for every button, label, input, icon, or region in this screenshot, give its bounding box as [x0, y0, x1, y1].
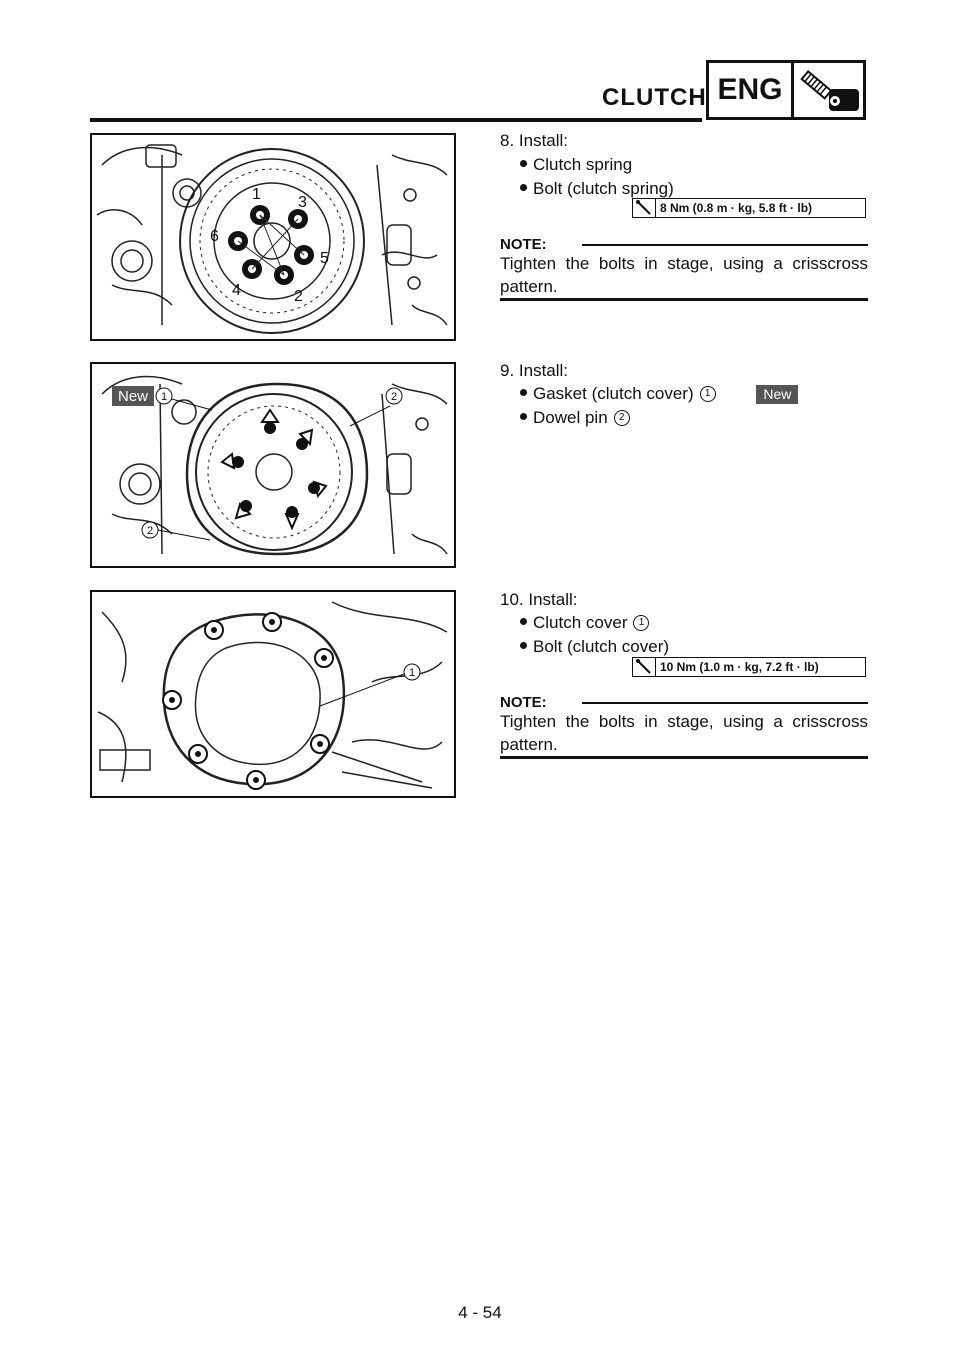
- note-rule-step-10: [582, 702, 868, 704]
- callout-2-bottom: 2: [146, 525, 154, 537]
- bolt-number-3: 3: [298, 194, 307, 211]
- note-rule-step-8: [582, 244, 868, 246]
- torque-spec-clutch-cover: 10 Nm (1.0 m · kg, 7.2 ft · lb): [632, 657, 866, 677]
- torque-wrench-icon: [633, 658, 656, 676]
- note-text-step-8: Tighten the bolts in stage, using a crisscross pattern.: [500, 254, 868, 296]
- page-number: 4 - 54: [458, 1303, 502, 1322]
- torque-spec-clutch-spring: 8 Nm (0.8 m · kg, 5.8 ft · lb): [632, 198, 866, 218]
- note-end-rule-step-10: [500, 756, 868, 759]
- bolt-number-1: 1: [252, 186, 261, 203]
- figure-gasket-dowel: [90, 362, 456, 568]
- bolt-number-2: 2: [294, 288, 303, 305]
- torque-wrench-icon: [633, 199, 656, 217]
- header-rule: [90, 118, 702, 122]
- new-badge-figure: New: [117, 388, 149, 405]
- eng-box: [706, 60, 866, 120]
- step-8-item-1: Clutch spring: [520, 155, 632, 175]
- figure-clutch-spring: [90, 133, 456, 341]
- callout-2-top: 2: [390, 391, 398, 403]
- note-end-rule-step-8: [500, 298, 868, 301]
- step-8-item-2: Bolt (clutch spring): [520, 179, 674, 199]
- step-10-title: 10. Install:: [500, 590, 578, 609]
- figure-clutch-cover: [90, 590, 456, 798]
- step-9-item-2: Dowel pin 2: [520, 408, 630, 428]
- eng-label: ENG: [709, 63, 794, 117]
- note-label-step-8: NOTE:: [500, 236, 547, 253]
- note-label-step-10: NOTE:: [500, 694, 547, 711]
- step-10-item-1: Clutch cover 1: [520, 613, 649, 633]
- step-10-item-2: Bolt (clutch cover): [520, 637, 669, 657]
- bolt-number-4: 4: [232, 282, 241, 299]
- engine-wrench-icon: [795, 65, 861, 115]
- callout-1: 1: [160, 391, 168, 403]
- note-text-step-10: Tighten the bolts in stage, using a crisscross pattern.: [500, 712, 868, 754]
- bolt-number-5: 5: [320, 250, 329, 267]
- step-9-item-1: Gasket (clutch cover) 1 New: [520, 384, 798, 404]
- callout-1-cover: 1: [408, 667, 416, 679]
- bolt-number-6: 6: [210, 228, 219, 245]
- section-title: CLUTCH: [602, 84, 707, 111]
- step-8-title: 8. Install:: [500, 131, 569, 150]
- new-badge: New: [756, 385, 798, 404]
- step-9-title: 9. Install:: [500, 361, 569, 380]
